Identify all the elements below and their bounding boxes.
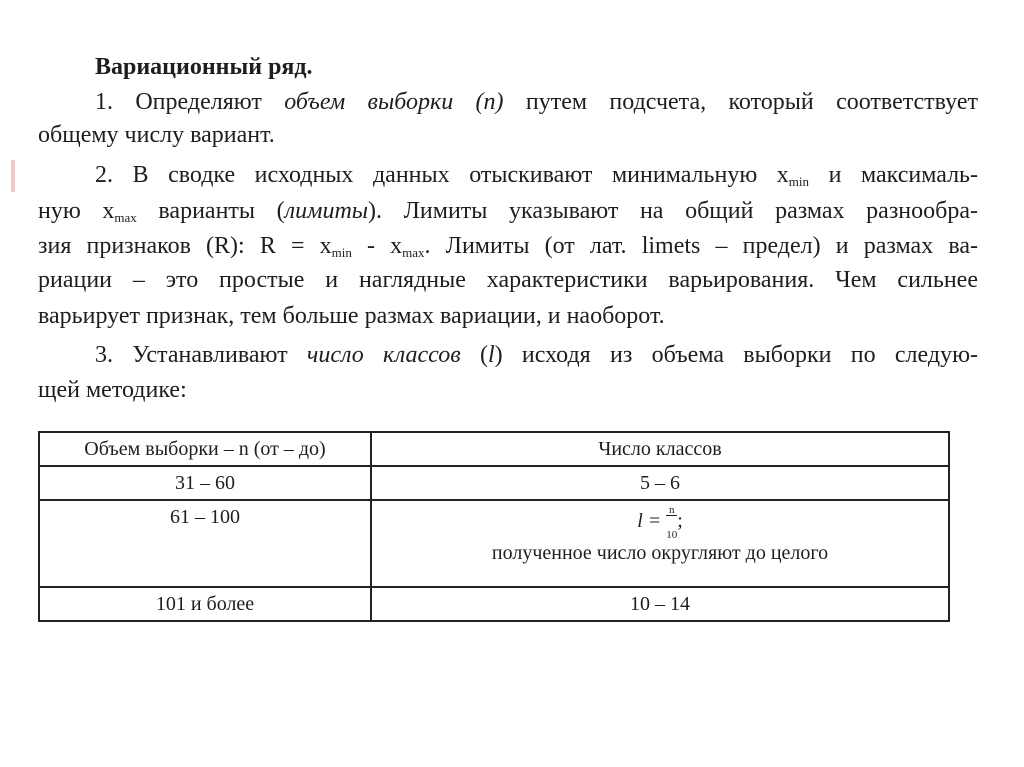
edge-mark: [11, 160, 15, 192]
table-cell: [371, 500, 949, 587]
table-row: [39, 587, 949, 621]
paragraph-2-line-4: риации – это простые и наглядные характеристики варьирования. Чем сильнее: [38, 267, 978, 293]
table-row: [39, 500, 949, 587]
paragraph-2-line-3: зия признаков (R): $R = x_{min} - x_{max}$. Лимиты (от лат. limets – предел) и размах ва-: [38, 233, 978, 260]
table-row: [39, 466, 949, 500]
header-cell: Число классов: [371, 432, 949, 466]
table-header-row: [39, 432, 949, 466]
table-cell: 61 – 100: [39, 500, 371, 587]
rounding-note: полученное число округляют до целого: [491, 542, 829, 564]
formula: l = $\frac{n}{10}$ ;: [637, 504, 683, 541]
paragraph-1-line-1: 1. Определяют объем выборки (n) путем подсчета, который соответствует: [95, 89, 978, 115]
paragraph-2-line-5: варьирует признак, тем больше размах вариации, и наоборот.: [38, 303, 665, 329]
paragraph-3-line-2: щей методике:: [38, 377, 187, 403]
table-cell: 101 и более: [39, 587, 371, 621]
table-cell: 10 – 14: [371, 587, 949, 621]
paragraph-3-line-1: 3. Устанавливают число классов (l) исходя из объема выборки по следую-: [95, 342, 978, 368]
paragraph-2-line-1: 2. В сводке исходных данных отыскивают минимальную $x_{min}$ и максималь-: [95, 162, 978, 189]
paragraph-1-line-2: общему числу вариант.: [38, 122, 275, 148]
table-cell: 31 – 60: [39, 466, 371, 500]
header-cell: Объем выборки – n (от – до): [39, 432, 371, 466]
class-count-table: [38, 431, 950, 622]
paragraph-2-line-2: ную $x_{max}$ варианты (лимиты). Лимиты указывают на общий размах разнообра-: [38, 198, 978, 225]
fraction: $\frac{n}{10}$: [666, 504, 678, 541]
table-cell: 5 – 6: [371, 466, 949, 500]
section-title: Вариационный ряд.: [95, 54, 313, 80]
